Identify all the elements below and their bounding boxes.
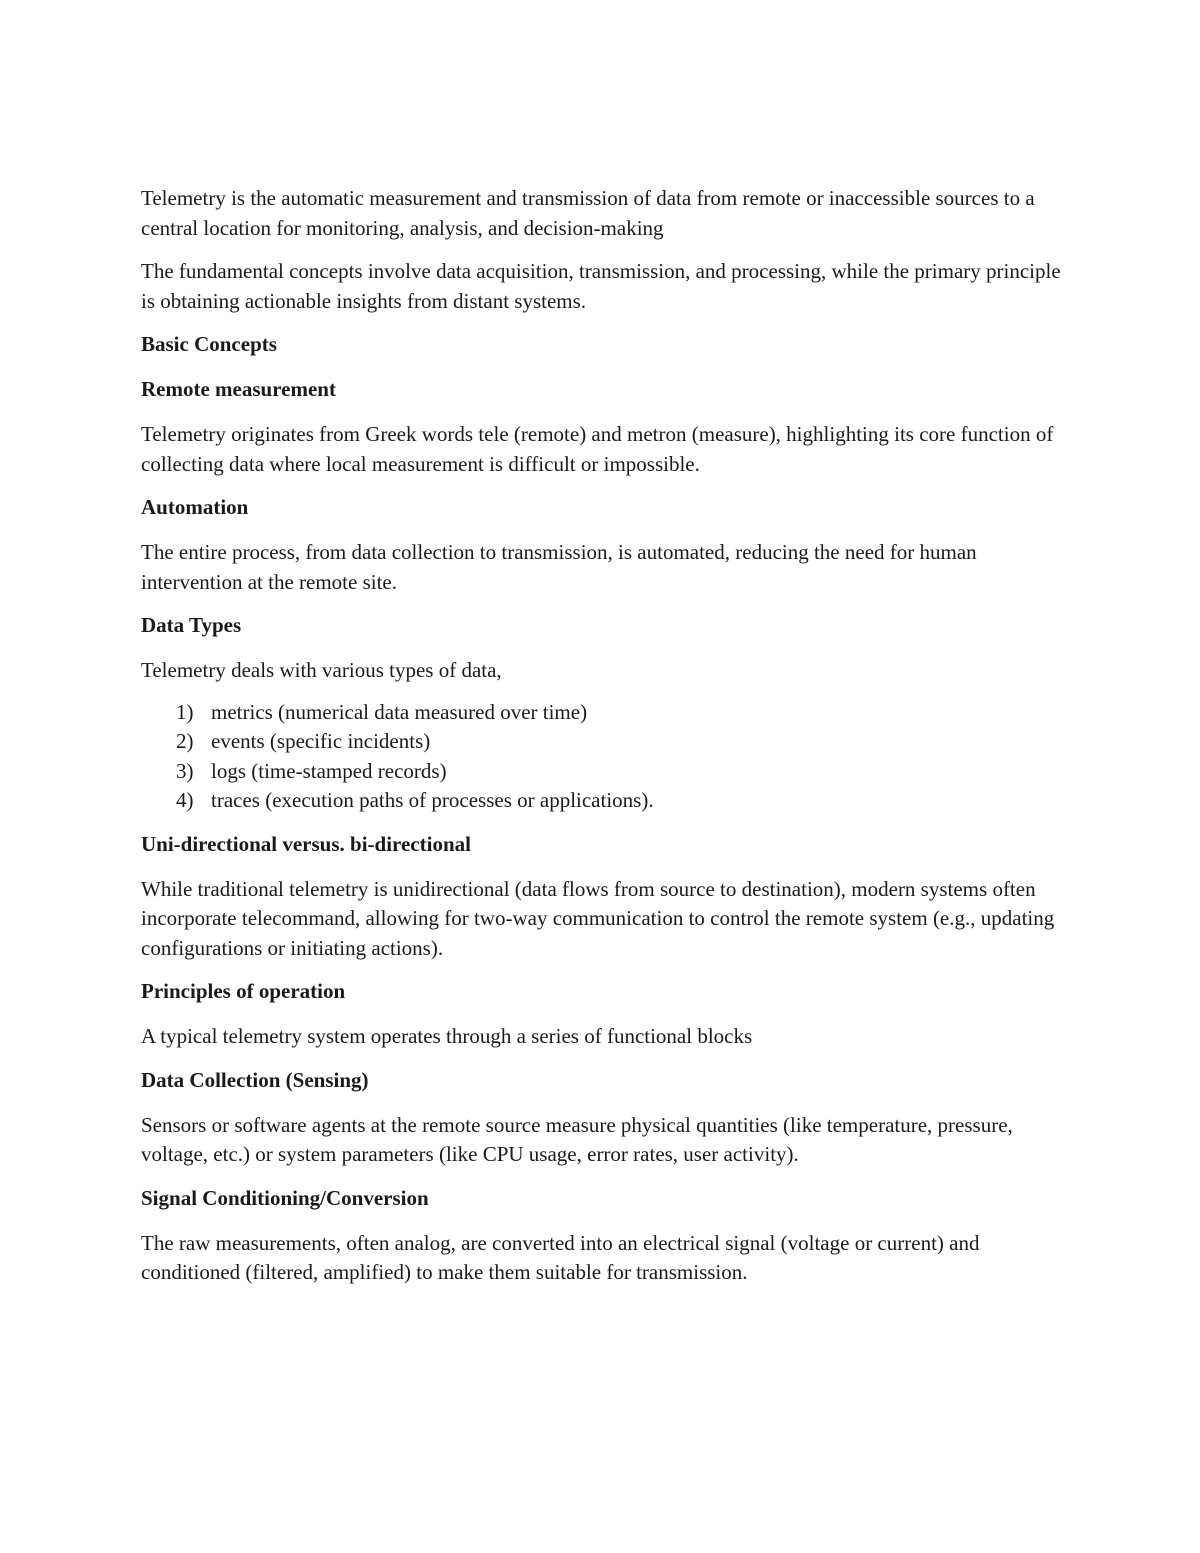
heading-basic-concepts: Basic Concepts <box>141 332 277 356</box>
list-item-number: 1) <box>176 699 194 724</box>
paragraph-data-types: Telemetry deals with various types of data, <box>141 658 502 682</box>
intro-paragraph-2: The fundamental concepts involve data acquisition, transmission, and processing, while the primary principle is obtaining actionable insights from distant systems. <box>141 259 1061 313</box>
heading-data-types: Data Types <box>141 613 242 637</box>
paragraph-signal-conditioning: The raw measurements, often analog, are converted into an electrical signal (voltage or current) and conditioned (filtered, amplified) to make them suitable for transmission. <box>141 1230 980 1284</box>
heading-signal-conditioning: Signal Conditioning/Conversion <box>141 1185 429 1210</box>
list-item <box>141 757 1071 787</box>
intro-paragraph-1: Telemetry is the automatic measurement and transmission of data from remote or inaccessible sources to a central location for monitoring, analysis, and decision-making <box>141 186 1035 240</box>
heading-principles: Principles of operation <box>141 979 346 1003</box>
list-item-text: metrics (numerical data measured over time) <box>211 699 588 724</box>
list-item-number: 2) <box>176 729 194 753</box>
list-item-number: 4) <box>176 788 194 812</box>
paragraph-principles: A typical telemetry system operates through a series of functional blocks <box>141 1024 753 1048</box>
heading-data-collection: Data Collection (Sensing) <box>141 1067 369 1092</box>
list-item <box>141 786 1071 816</box>
paragraph-data-collection: Sensors or software agents at the remote source measure physical quantities (like temperature, pressure, voltage, etc.) or system parameters (like CPU usage, error rates, user activity). <box>141 1112 1013 1166</box>
heading-directional: Uni-directional versus. bi-directional <box>141 831 471 856</box>
list-item-text: traces (execution paths of processes or applications). <box>211 788 654 812</box>
paragraph-directional: While traditional telemetry is unidirectional (data flows from source to destination), modern systems often incorporate telecommand, allowing for two-way communication to control the remote system (e.g., updating configurations or initiating actions). <box>141 876 1055 960</box>
list-item <box>141 698 1071 728</box>
document-page <box>141 184 1071 1302</box>
list-item-number: 3) <box>176 758 194 783</box>
heading-remote-measurement: Remote measurement <box>141 377 336 401</box>
list-item-text: logs (time-stamped records) <box>211 758 447 783</box>
paragraph-remote-measurement: Telemetry originates from Greek words tele (remote) and metron (measure), highlighting its core function of collecting data where local measurement is difficult or impossible. <box>141 422 1054 476</box>
data-types-list <box>141 698 1071 816</box>
paragraph-automation: The entire process, from data collection to transmission, is automated, reducing the need for human intervention at the remote site. <box>141 540 977 594</box>
heading-automation: Automation <box>141 495 249 519</box>
list-item-text: events (specific incidents) <box>211 729 431 753</box>
list-item <box>141 727 1071 757</box>
